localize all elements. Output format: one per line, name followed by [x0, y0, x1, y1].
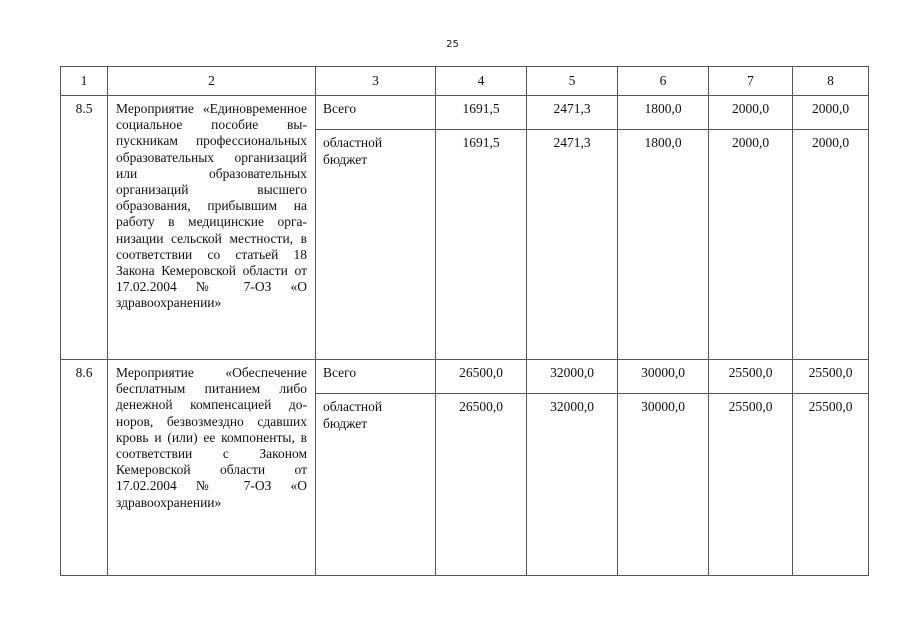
funding-source: областной бюджет [316, 130, 436, 360]
amount-cell: 25500,0 [793, 360, 869, 394]
funding-source: Всего [316, 360, 436, 394]
header-row [61, 67, 869, 96]
column-header: 4 [436, 67, 527, 96]
amount-cell: 26500,0 [436, 394, 527, 576]
amount-cell: 2471,3 [527, 130, 618, 360]
table-row [61, 96, 869, 130]
budget-table [60, 66, 869, 576]
page-number: 25 [446, 39, 459, 50]
measure-description: Мероприятие «Единовременное социальное пособие выпускникам профессиональных образовательных организаций или образовательных организаций высшего образования, прибывшим на работу в медицинские организации сельской местности, в соответствии со статьей 18 Закона Кемеровской области от 17.02.2004 № 7-ОЗ «О здравоохранении» [108, 96, 316, 360]
amount-cell: 2000,0 [793, 96, 869, 130]
column-header: 7 [709, 67, 793, 96]
column-header: 8 [793, 67, 869, 96]
amount-cell: 1800,0 [618, 96, 709, 130]
amount-cell: 2000,0 [709, 130, 793, 360]
table-row [61, 360, 869, 394]
column-header: 5 [527, 67, 618, 96]
amount-cell: 32000,0 [527, 360, 618, 394]
amount-cell: 30000,0 [618, 360, 709, 394]
amount-cell: 1691,5 [436, 96, 527, 130]
measure-description: Мероприятие «Обеспечение бесплатным питанием либо денежной компенсацией доноров, безвозмездно сдавших кровь и (или) ее компоненты, в соответствии с Законом Кемеровской области от 17.02.2004 № 7-ОЗ «О здравоохранении» [108, 360, 316, 576]
funding-source: областной бюджет [316, 394, 436, 576]
row-number: 8.6 [61, 360, 108, 576]
amount-cell: 25500,0 [793, 394, 869, 576]
amount-cell: 2471,3 [527, 96, 618, 130]
column-header: 3 [316, 67, 436, 96]
column-header: 1 [61, 67, 108, 96]
amount-cell: 32000,0 [527, 394, 618, 576]
amount-cell: 30000,0 [618, 394, 709, 576]
funding-source: Всего [316, 96, 436, 130]
amount-cell: 1800,0 [618, 130, 709, 360]
amount-cell: 25500,0 [709, 394, 793, 576]
column-header: 2 [108, 67, 316, 96]
amount-cell: 2000,0 [793, 130, 869, 360]
amount-cell: 2000,0 [709, 96, 793, 130]
amount-cell: 1691,5 [436, 130, 527, 360]
amount-cell: 25500,0 [709, 360, 793, 394]
amount-cell: 26500,0 [436, 360, 527, 394]
column-header: 6 [618, 67, 709, 96]
row-number: 8.5 [61, 96, 108, 360]
